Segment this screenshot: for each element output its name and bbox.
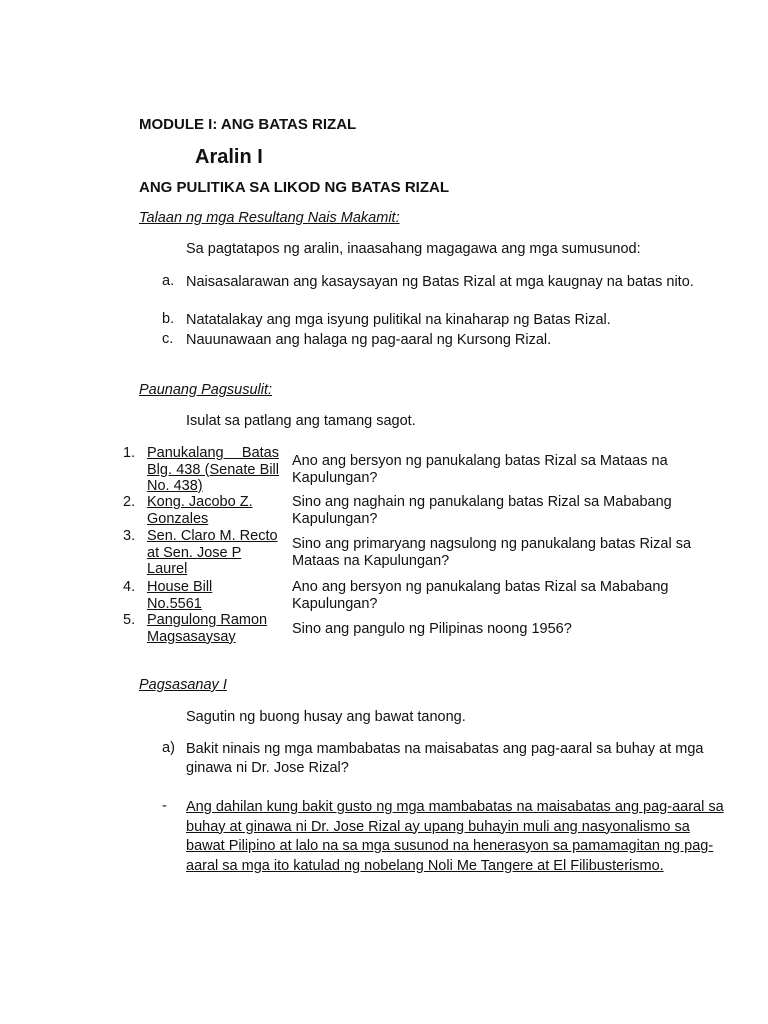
exercise-question: Bakit ninais ng mga mambabatas na maisabatas ang pag-aaral sa buhay at mga ginawa ni Dr. Jose Rizal?: [186, 741, 704, 776]
pretest-item-answer: Panukalang Batas Blg. 438 (Senate Bill No. 438): [147, 445, 279, 494]
pretest-item-question: Ano ang bersyon ng panukalang batas Rizal sa Mataas na Kapulungan?: [292, 453, 668, 486]
exercise-answer: Ang dahilan kung bakit gusto ng mga mambabatas na maisabatas ang pag-aaral sa buhay at ginawa ni Dr. Jose Rizal ay upang buhayin muli ang nasyonalismo sa bawat Pilipino at lalo na sa mga susunod na henerasyon sa pamamagitan ng pag-aaral sa mga ito katulad ng nobelang Noli Me Tangere at El Filibusterismo.: [186, 799, 724, 874]
exercise-heading: Pagsasanay I: [139, 677, 227, 693]
objective-item: Naisasalarawan ang kasaysayan ng Batas Rizal at mga kaugnay na batas nito.: [186, 274, 694, 290]
objectives-heading: Talaan ng mga Resultang Nais Makamit:: [139, 210, 400, 226]
pretest-item-number: 3.: [123, 528, 136, 544]
pretest-item-number: 5.: [123, 612, 136, 628]
lesson-title: Aralin I: [195, 146, 263, 168]
pretest-item-question: Sino ang naghain ng panukalang batas Rizal sa Mababang Kapulungan?: [292, 494, 672, 527]
pretest-item-question: Sino ang primaryang nagsulong ng panukalang batas Rizal sa Mataas na Kapulungan?: [292, 536, 692, 569]
answer-marker: -: [162, 798, 167, 814]
pretest-item-number: 4.: [123, 579, 136, 595]
objective-letter: c.: [162, 331, 174, 347]
pretest-item-answer: House Bill No.5561: [147, 579, 213, 612]
objective-item: Nauunawaan ang halaga ng pag-aaral ng Kursong Rizal.: [186, 332, 552, 348]
exercise-instruction: Sagutin ng buong husay ang bawat tanong.: [186, 709, 466, 725]
objective-letter: b.: [162, 311, 175, 327]
pretest-instruction: Isulat sa patlang ang tamang sagot.: [186, 413, 416, 429]
pretest-item-question: Sino ang pangulo ng Pilipinas noong 1956?: [292, 621, 572, 637]
pretest-item-answer: Kong. Jacobo Z. Gonzales: [147, 494, 253, 527]
module-title: MODULE I: ANG BATAS RIZAL: [139, 116, 357, 133]
objective-item: Natatalakay ang mga isyung pulitikal na kinaharap ng Batas Rizal.: [186, 312, 611, 328]
objectives-intro: Sa pagtatapos ng aralin, inaasahang magagawa ang mga sumusunod:: [186, 241, 641, 257]
pretest-item-number: 2.: [123, 494, 136, 510]
objective-letter: a.: [162, 273, 175, 289]
pretest-item-question: Ano ang bersyon ng panukalang batas Rizal sa Mababang Kapulungan?: [292, 579, 669, 612]
pretest-item-answer: Sen. Claro M. Recto at Sen. Jose P Laurel: [147, 528, 278, 577]
pretest-item-answer: Pangulong Ramon Magsasaysay: [147, 612, 268, 645]
pretest-item-number: 1.: [123, 445, 136, 461]
lesson-subtitle: ANG PULITIKA SA LIKOD NG BATAS RIZAL: [139, 179, 449, 196]
exercise-question-letter: a): [162, 740, 175, 756]
pretest-heading: Paunang Pagsusulit:: [139, 382, 273, 398]
